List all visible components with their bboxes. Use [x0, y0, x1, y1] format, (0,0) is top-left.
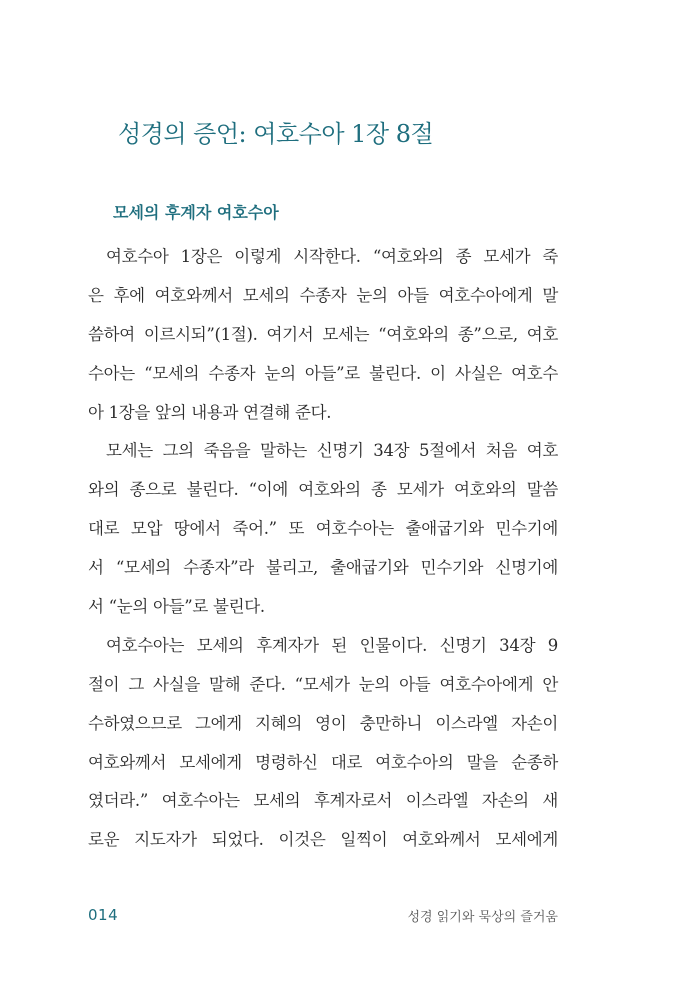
section-heading: 모세의 후계자 여호수아 — [113, 203, 279, 222]
text-line: 대로 모압 땅에서 죽어.” 또 여호수아는 출애굽기와 민수기에 — [88, 519, 558, 539]
text-line: 로운 지도자가 되었다. 이것은 일찍이 여호와께서 모세에게 — [88, 830, 558, 850]
text-line: 씀하여 이르시되”(1절). 여기서 모세는 “여호와의 종”으로, 여호 — [88, 324, 558, 344]
text-line: 은 후에 여호와께서 모세의 수종자 눈의 아들 여호수아에게 말 — [88, 285, 558, 305]
text-line: 였더라.” 여호수아는 모세의 후계자로서 이스라엘 자손의 새 — [88, 791, 558, 811]
chapter-title: 성경의 증언: 여호수아 1장 8절 — [118, 120, 434, 148]
text-line: 와의 종으로 불린다. “이에 여호와의 종 모세가 여호와의 말씀 — [88, 480, 558, 500]
text-line: 여호수아는 모세의 후계자가 된 인물이다. 신명기 34장 9 — [106, 635, 558, 655]
text-line: 수하였으므로 그에게 지혜의 영이 충만하니 이스라엘 자손이 — [88, 713, 558, 733]
body-text — [88, 238, 558, 860]
text-line: 여호수아 1장은 이렇게 시작한다. “여호와의 종 모세가 죽 — [106, 247, 558, 266]
text-line: 수아는 “모세의 수종자 눈의 아들”로 불린다. 이 사실은 여호수 — [88, 363, 558, 383]
text-line: 서 “눈의 아들”로 불린다. — [88, 597, 265, 617]
text-line: 모세는 그의 죽음을 말하는 신명기 34장 5절에서 처음 여호 — [106, 441, 558, 461]
text-line: 절이 그 사실을 말해 준다. “모세가 눈의 아들 여호수아에게 안 — [88, 674, 558, 694]
page-number: 014 — [88, 906, 119, 924]
text-line: 아 1장을 앞의 내용과 연결해 준다. — [88, 402, 332, 422]
text-line: 서 “모세의 수종자”라 불리고, 출애굽기와 민수기와 신명기에 — [88, 558, 558, 578]
text-line: 여호와께서 모세에게 명령하신 대로 여호수아의 말을 순종하 — [88, 752, 558, 772]
running-footer-book-title: 성경 읽기와 묵상의 즐거움 — [407, 910, 558, 925]
